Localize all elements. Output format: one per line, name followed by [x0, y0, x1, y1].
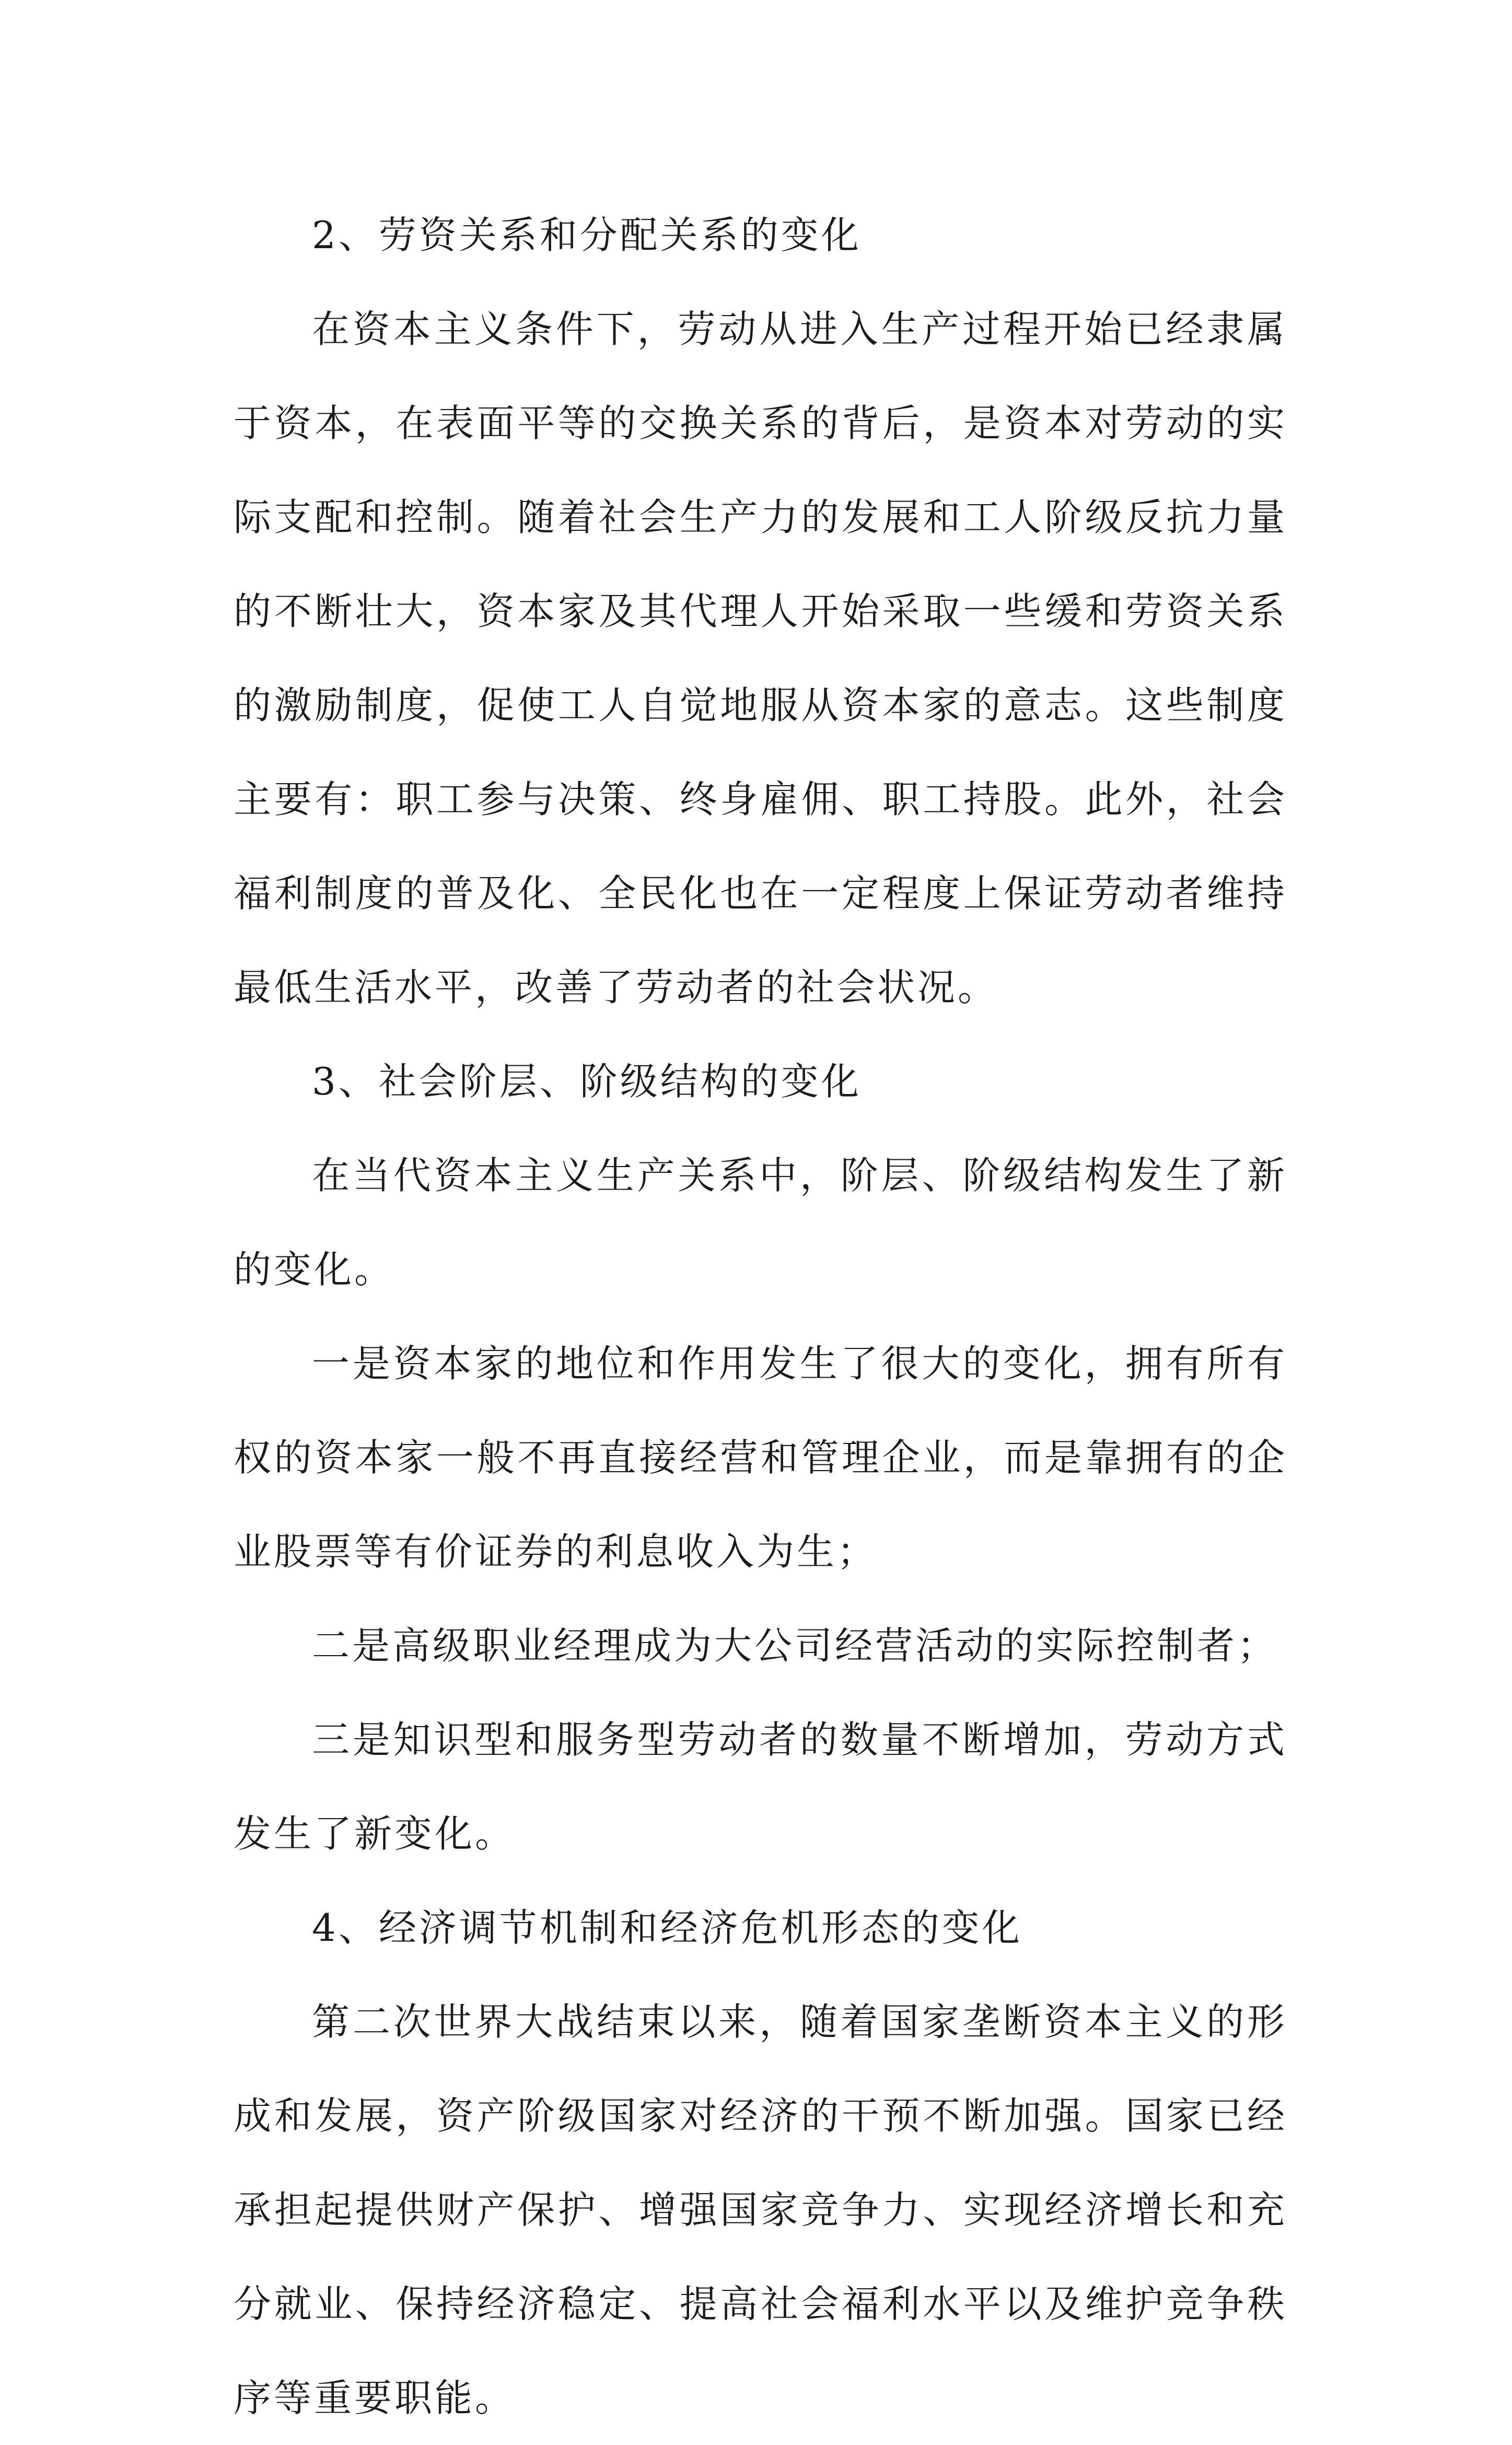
paragraph-point-one: 一是资本家的地位和作用发生了很大的变化，拥有所有权的资本家一般不再直接经营和管理企业，而是靠拥有的企业股票等有价证券的利息收入为生； — [234, 1342, 1287, 1574]
section-heading-4: 4、经济调节机制和经济危机形态的变化 — [312, 1906, 1022, 1950]
paragraph-labor-relations: 在资本主义条件下，劳动从进入生产过程开始已经隶属于资本，在表面平等的交换关系的背后，是资本对劳动的实际支配和控制。随着社会生产力的发展和工人阶级反抗力量的不断壮大，资本家及其代理人开始采取一些缓和劳资关系的激励制度，促使工人自觉地服从资本家的意志。这些制度主要有：职工参与决策、终身雇佣、职工持股。此外，社会福利制度的普及化、全民化也在一定程度上保证劳动者维持最低生活水平，改善了劳动者的社会状况。 — [234, 307, 1287, 1009]
paragraph-point-three: 三是知识型和服务型劳动者的数量不断增加，劳动方式发生了新变化。 — [234, 1718, 1287, 1856]
paragraph-class-structure-intro: 在当代资本主义生产关系中，阶层、阶级结构发生了新的变化。 — [234, 1154, 1287, 1291]
paragraph-economic-regulation: 第二次世界大战结束以来，随着国家垄断资本主义的形成和发展，资产阶级国家对经济的干预不断加强。国家已经承担起提供财产保护、增强国家竞争力、实现经济增长和充分就业、保持经济稳定、提高社会福利水平以及维护竞争秩序等重要职能。 — [234, 2000, 1287, 2420]
document-body — [234, 188, 1287, 2445]
section-heading-2: 2、劳资关系和分配关系的变化 — [312, 213, 862, 257]
section-heading-3: 3、社会阶层、阶级结构的变化 — [312, 1060, 862, 1103]
paragraph-point-two: 二是高级职业经理成为大公司经营活动的实际控制者； — [312, 1624, 1278, 1668]
